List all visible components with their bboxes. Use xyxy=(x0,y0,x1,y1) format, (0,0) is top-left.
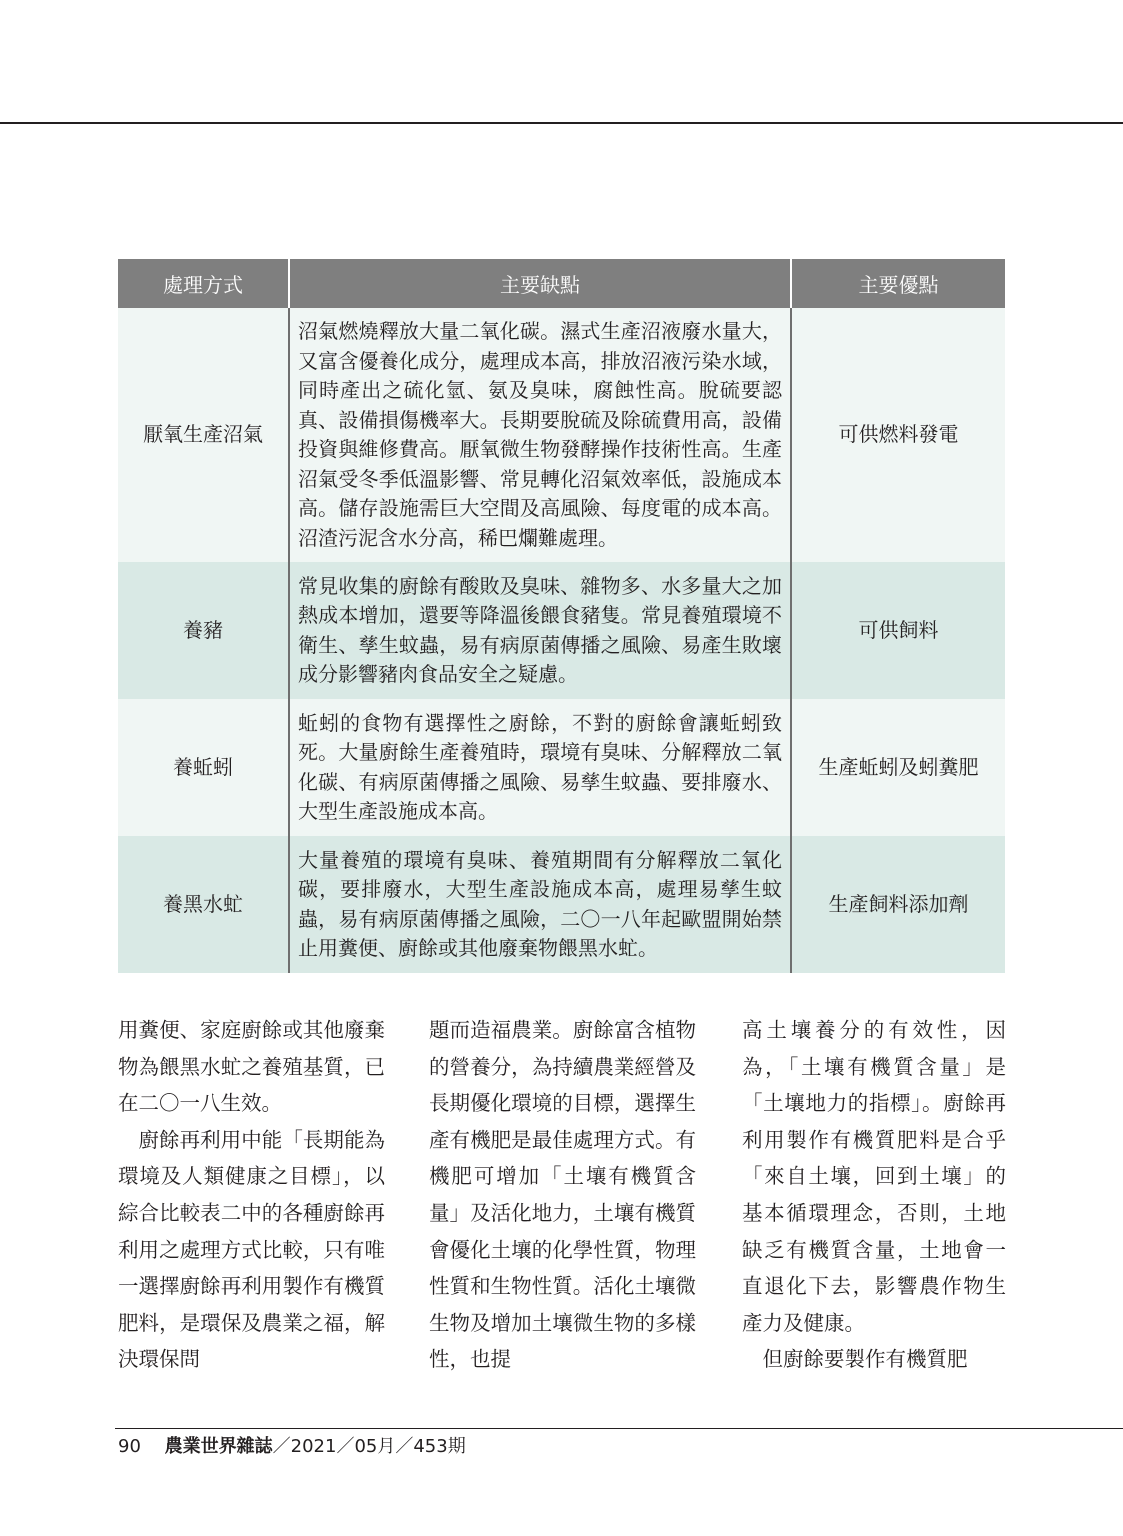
footer-rule xyxy=(115,1428,1123,1429)
table-row xyxy=(118,562,1005,699)
comparison-table xyxy=(118,259,1005,973)
magazine-name: 農業世界雜誌 xyxy=(164,1436,273,1457)
issue-info: ／2021／05月／453期 xyxy=(272,1436,466,1457)
disadvantages-cell: 沼氣燃燒釋放大量二氧化碳。濕式生產沼液廢水量大，又富含優養化成分，處理成本高，排放沼液污染水域，同時產出之硫化氫、氨及臭味，腐蝕性高。脫硫要認真、設備損傷機率大。長期要脫硫及除硫費用高，設備投資與維修費高。厭氧微生物發酵操作技術性高。生產沼氣受冬季低溫影響、常見轉化沼氣效率低，設施成本高。儲存設施需巨大空間及高風險、每度電的成本高。沼渣污泥含水分高，稀巴爛難處理。 xyxy=(289,308,791,562)
page-number: 90 xyxy=(118,1436,141,1457)
body-column-2 xyxy=(429,1012,696,1378)
disadvantages-cell: 常見收集的廚餘有酸敗及臭味、雜物多、水多量大之加熱成本增加，還要等降溫後餵食豬隻。常見養殖環境不衛生、孳生蚊蟲，易有病原菌傳播之風險、易產生敗壞成分影響豬肉食品安全之疑慮。 xyxy=(289,562,791,699)
page-footer xyxy=(118,1436,466,1458)
advantages-cell: 生產飼料添加劑 xyxy=(791,836,1005,973)
paragraph: 高土壤養分的有效性，因為，「土壤有機質含量」是「土壤地力的指標」。廚餘再利用製作有機質肥料是合乎「來自土壤，回到土壤」的基本循環理念，否則，土地缺乏有機質含量，土地會一直退化下去，影響農作物生產力及健康。 xyxy=(742,1018,1006,1335)
header-method: 處理方式 xyxy=(118,259,289,308)
disadvantages-cell: 大量養殖的環境有臭味、養殖期間有分解釋放二氧化碳，要排廢水，大型生產設施成本高，處理易孳生蚊蟲，易有病原菌傳播之風險，二〇一八年起歐盟開始禁止用糞便、廚餘或其他廢棄物餵黑水虻。 xyxy=(289,836,791,973)
top-rule xyxy=(0,122,1123,124)
advantages-cell: 可供燃料發電 xyxy=(791,308,1005,562)
header-disadvantages: 主要缺點 xyxy=(289,259,791,308)
body-column-3 xyxy=(742,1012,1006,1378)
paragraph: 廚餘再利用中能「長期能為環境及人類健康之目標」，以綜合比較表二中的各種廚餘再利用之處理方式比較，只有唯一選擇廚餘再利用製作有機質肥料，是環保及農業之福，解決環保問 xyxy=(118,1127,385,1372)
paragraph: 題而造福農業。廚餘富含植物的營養分，為持續農業經營及長期優化環境的目標，選擇生產有機肥是最佳處理方式。有機肥可增加「土壤有機質含量」及活化地力，土壤有機質會優化土壤的化學性質，物理性質和生物性質。活化土壤微生物及增加土壤微生物的多樣性，也提 xyxy=(429,1018,696,1372)
method-cell: 養豬 xyxy=(118,562,289,699)
paragraph: 用糞便、家庭廚餘或其他廢棄物為餵黑水虻之養殖基質，已在二〇一八生效。 xyxy=(118,1018,385,1116)
table-row xyxy=(118,699,1005,836)
method-cell: 養蚯蚓 xyxy=(118,699,289,836)
table-row xyxy=(118,836,1005,973)
table-row xyxy=(118,308,1005,562)
method-cell: 厭氧生產沼氣 xyxy=(118,308,289,562)
advantages-cell: 可供飼料 xyxy=(791,562,1005,699)
disadvantages-cell: 蚯蚓的食物有選擇性之廚餘，不對的廚餘會讓蚯蚓致死。大量廚餘生產養殖時，環境有臭味、分解釋放二氧化碳、有病原菌傳播之風險、易孳生蚊蟲、要排廢水、大型生產設施成本高。 xyxy=(289,699,791,836)
method-cell: 養黑水虻 xyxy=(118,836,289,973)
header-advantages: 主要優點 xyxy=(791,259,1005,308)
body-column-1 xyxy=(118,1012,385,1378)
table-header-row xyxy=(118,259,1005,308)
advantages-cell: 生產蚯蚓及蚓糞肥 xyxy=(791,699,1005,836)
paragraph: 但廚餘要製作有機質肥 xyxy=(762,1347,968,1372)
